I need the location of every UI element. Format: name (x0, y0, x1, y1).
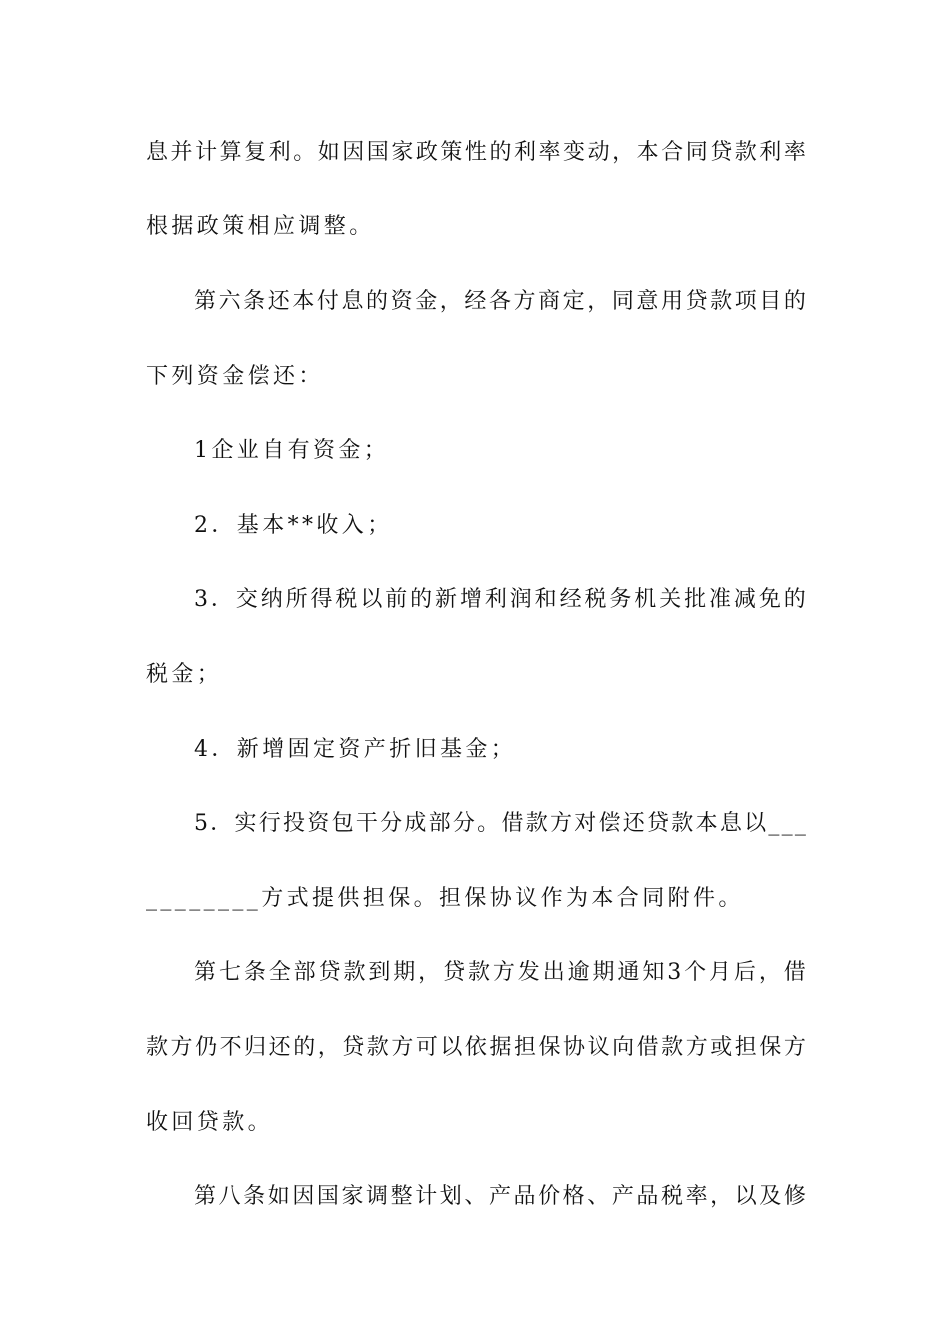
text-line: 根据政策相应调整。 (146, 214, 375, 239)
text-line: 第 六 条 还 本 付 息 的 资 金 ， 经 各 方 商 定 ， 同 意 用 贷 款 项 目 的 (194, 289, 806, 314)
text-line: 第 八 条 如 因 国 家 调 整 计 划 、 产 品 价 格 、 产 品 税 率 ， 以 及 修 (194, 1184, 806, 1209)
list-item: 2．基本**收入； (194, 513, 393, 538)
list-item: 1企业自有资金； (194, 438, 390, 463)
text-line: 款 方 仍 不 归 还 的 ， 贷 款 方 可 以 依 据 担 保 协 议 向 借 款 方 或 担 保 方 (146, 1035, 806, 1060)
list-item: 5 ． 实 行 投 资 包 干 分 成 部 分 。 借 款 方 对 偿 还 贷 款 本 息 以 _ _ _ (194, 811, 806, 836)
text-line: 收回贷款。 (146, 1110, 274, 1135)
text-line: ________方式提供担保。担保协议作为本合同附件。 (146, 886, 744, 911)
list-item: 4．新增固定资产折旧基金； (194, 737, 517, 762)
list-item: 3 ． 交 纳 所 得 税 以 前 的 新 增 利 润 和 经 税 务 机 关 批 准 减 免 的 (194, 587, 806, 612)
text-line: 息 并 计 算 复 利 。 如 因 国 家 政 策 性 的 利 率 变 动 ， 本 合 同 贷 款 利 率 (146, 140, 806, 165)
text-line: 税金； (146, 662, 223, 687)
text-line: 下列资金偿还： (146, 364, 324, 389)
text-line: 第 七 条 全 部 贷 款 到 期 ， 贷 款 方 发 出 逾 期 通 知 3 个 月 后 ， 借 (194, 960, 806, 985)
